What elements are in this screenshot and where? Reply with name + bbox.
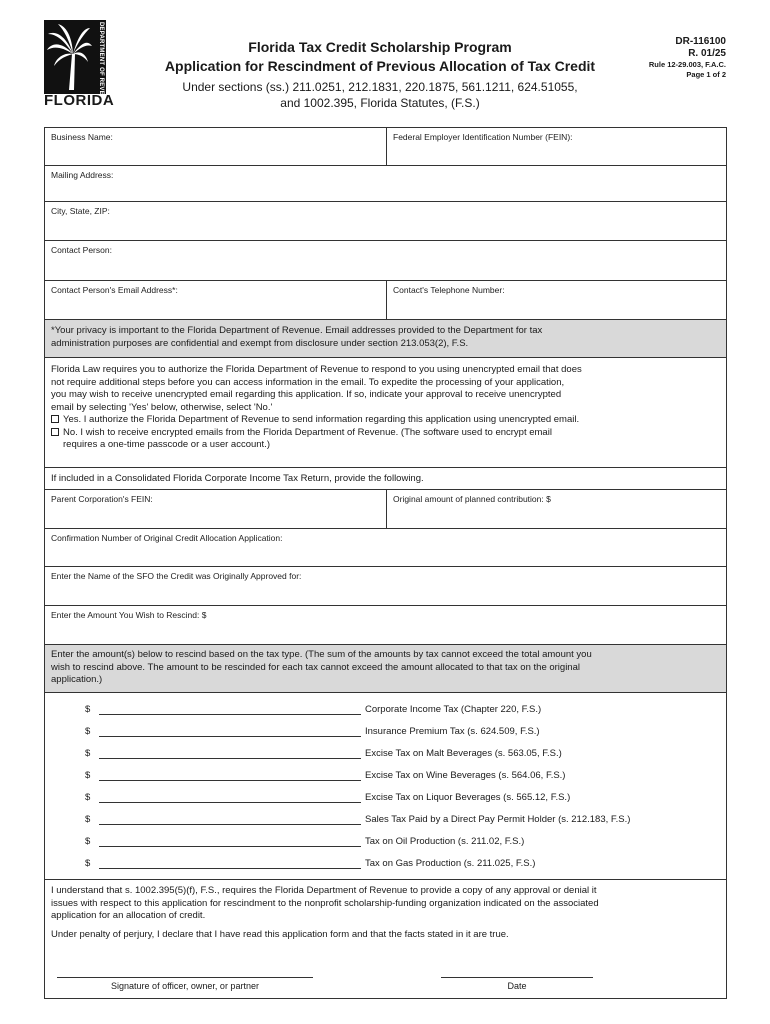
program-title: Florida Tax Credit Scholarship Program <box>248 39 512 55</box>
signature-line[interactable] <box>57 977 313 978</box>
tax-amount-row <box>85 763 565 781</box>
email-notice-line-1: Florida Law requires you to authorize the Florida Department of Revenue to respond to you using unencrypted email that does <box>51 364 582 375</box>
tax-amount-input[interactable] <box>99 769 361 781</box>
email-notice-line-2: not require additional steps before you can access information in the email. To expedite the processing of your application, <box>51 376 565 388</box>
form-title: Application for Rescindment of Previous Allocation of Tax Credit <box>164 58 596 74</box>
no-option[interactable] <box>51 427 720 440</box>
date-line[interactable] <box>441 977 593 978</box>
tax-amount-input[interactable] <box>99 813 361 825</box>
parent-fein-label: Parent Corporation's FEIN: <box>51 494 153 504</box>
tax-amount-row <box>85 807 630 825</box>
dollar-sign: $ <box>85 836 91 847</box>
tax-amount-row <box>85 851 535 869</box>
consolidated-intro <box>45 468 726 490</box>
tax-amount-input[interactable] <box>99 703 361 715</box>
business-name-label: Business Name: <box>51 132 113 142</box>
date-caption: Date <box>507 981 527 991</box>
tax-amount-input[interactable] <box>99 857 361 869</box>
mailing-address-label: Mailing Address: <box>51 170 114 180</box>
tax-type-label: Corporate Income Tax (Chapter 220, F.S.) <box>365 704 542 715</box>
confirmation-number-field[interactable] <box>45 529 726 567</box>
amounts-notice-line-2: wish to rescind above. The amount to be rescinded for each tax cannot exceed the amount allocated to that tax on the original <box>51 661 580 673</box>
tax-type-label: Insurance Premium Tax (s. 624.509, F.S.) <box>365 726 540 737</box>
amounts-notice-line-3: application.) <box>51 674 103 685</box>
dollar-sign: $ <box>85 748 91 759</box>
tax-amount-input[interactable] <box>99 725 361 737</box>
confirmation-number-label: Confirmation Number of Original Credit Allocation Application: <box>51 533 283 543</box>
parent-fein-field[interactable] <box>45 490 386 528</box>
tax-amount-row <box>85 697 541 715</box>
tax-amount-input[interactable] <box>99 835 361 847</box>
yes-option[interactable] <box>51 414 720 427</box>
dollar-sign: $ <box>85 814 91 825</box>
tax-amount-input[interactable] <box>99 791 361 803</box>
tax-amount-row <box>85 719 540 737</box>
sfo-name-field[interactable] <box>45 567 726 606</box>
city-state-zip-field[interactable] <box>45 202 726 241</box>
fein-field[interactable] <box>386 128 726 165</box>
closing-line-1: I understand that s. 1002.395(5)(f), F.S., requires the Florida Department of Revenue to provide a copy of any approval or denial it <box>51 885 597 896</box>
contact-email-label: Contact Person's Email Address*: <box>51 285 178 295</box>
form-rule: Rule 12-29.003, F.A.C. <box>648 60 726 69</box>
email-notice-line-4: email by selecting 'Yes' below, otherwise, select 'No.' <box>51 401 273 413</box>
tax-type-label: Excise Tax on Malt Beverages (s. 563.05, F.S.) <box>365 748 562 759</box>
original-amount-field[interactable] <box>386 490 726 528</box>
original-amount-label: Original amount of planned contribution: $ <box>393 494 551 504</box>
form-revision: R. 01/25 <box>688 48 726 59</box>
sfo-name-label: Enter the Name of the SFO the Credit was Originally Approved for: <box>51 571 302 581</box>
application-form <box>44 127 727 999</box>
page-number: Page 1 of 2 <box>686 70 726 79</box>
tax-type-label: Tax on Oil Production (s. 211.02, F.S.) <box>365 836 525 847</box>
dollar-sign: $ <box>85 726 91 737</box>
contact-person-field[interactable] <box>45 241 726 281</box>
no-option-label: No. I wish to receive encrypted emails from the Florida Department of Revenue. (The software used to encrypt email <box>63 426 552 438</box>
statute-line-1: Under sections (ss.) 211.0251, 212.1831, 220.1875, 561.1211, 624.51055, <box>182 80 578 94</box>
privacy-notice <box>45 320 726 358</box>
no-option-line-2: requires a one-time passcode or a user account.) <box>63 439 270 450</box>
closing-line-3: application for an allocation of credit. <box>51 910 206 921</box>
tax-amount-row <box>85 785 570 803</box>
amounts-notice-line-1: Enter the amount(s) below to rescind based on the tax type. (The sum of the amounts by tax cannot exceed the total amount you <box>51 649 592 660</box>
logo-wordmark: FLORIDA <box>44 92 115 109</box>
no-checkbox[interactable] <box>51 428 59 436</box>
tax-type-label: Excise Tax on Wine Beverages (s. 564.06, F.S.) <box>365 770 566 781</box>
business-name-field[interactable] <box>45 128 386 165</box>
form-header <box>130 38 630 111</box>
privacy-line-1: *Your privacy is important to the Florida Department of Revenue. Email addresses provided to the Department for tax <box>51 325 543 336</box>
signature-caption: Signature of officer, owner, or partner <box>111 981 259 991</box>
business-row <box>45 128 726 166</box>
dollar-sign: $ <box>85 704 91 715</box>
closing-line-2: issues with respect to this application for rescindment to the nonprofit scholarship-funding organization indicated on the associated <box>51 897 599 909</box>
form-identifier <box>649 36 726 80</box>
tax-amount-input[interactable] <box>99 747 361 759</box>
fein-label: Federal Employer Identification Number (FEIN): <box>393 132 573 142</box>
contact-person-label: Contact Person: <box>51 245 112 255</box>
yes-checkbox[interactable] <box>51 415 59 423</box>
tax-type-label: Tax on Gas Production (s. 211.025, F.S.) <box>365 858 536 869</box>
contact-email-field[interactable] <box>45 281 386 319</box>
statute-line-2: and 1002.395, Florida Statutes, (F.S.) <box>280 96 480 110</box>
tax-amount-row <box>85 829 524 847</box>
dollar-sign: $ <box>85 792 91 803</box>
amount-rescind-field[interactable] <box>45 606 726 645</box>
tax-amount-row <box>85 741 562 759</box>
closing-section <box>45 880 726 999</box>
amounts-notice <box>45 645 726 693</box>
perjury-statement: Under penalty of perjury, I declare that I have read this application form and that the facts stated in it are true. <box>51 928 509 940</box>
contact-phone-field[interactable] <box>386 281 726 319</box>
contact-row <box>45 281 726 320</box>
dollar-sign: $ <box>85 770 91 781</box>
contact-phone-label: Contact's Telephone Number: <box>393 285 505 295</box>
logo-vertical-text: DEPARTMENT OF REVENUE <box>98 22 104 109</box>
tax-amounts-section <box>45 693 726 880</box>
tax-type-label: Sales Tax Paid by a Direct Pay Permit Holder (s. 212.183, F.S.) <box>365 814 631 825</box>
mailing-address-field[interactable] <box>45 166 726 202</box>
amount-rescind-label: Enter the Amount You Wish to Rescind: $ <box>51 610 207 620</box>
email-consent-section <box>45 358 726 468</box>
consolidated-intro-text: If included in a Consolidated Florida Corporate Income Tax Return, provide the following. <box>51 473 424 484</box>
form-number: DR-116100 <box>675 36 726 47</box>
email-notice-line-3: you may wish to receive unencrypted email regarding this application. If so, indicate your approval to receive unencrypted <box>51 389 562 400</box>
privacy-line-2: administration purposes are confidential and exempt from disclosure under section 213.053(2), F.S. <box>51 337 469 349</box>
yes-option-label: Yes. I authorize the Florida Department of Revenue to send information regarding this application using unencrypted email. <box>63 414 580 425</box>
dollar-sign: $ <box>85 858 91 869</box>
city-state-zip-label: City, State, ZIP: <box>51 206 110 216</box>
tax-type-label: Excise Tax on Liquor Beverages (s. 565.12, F.S.) <box>365 792 571 803</box>
consolidated-row <box>45 490 726 529</box>
